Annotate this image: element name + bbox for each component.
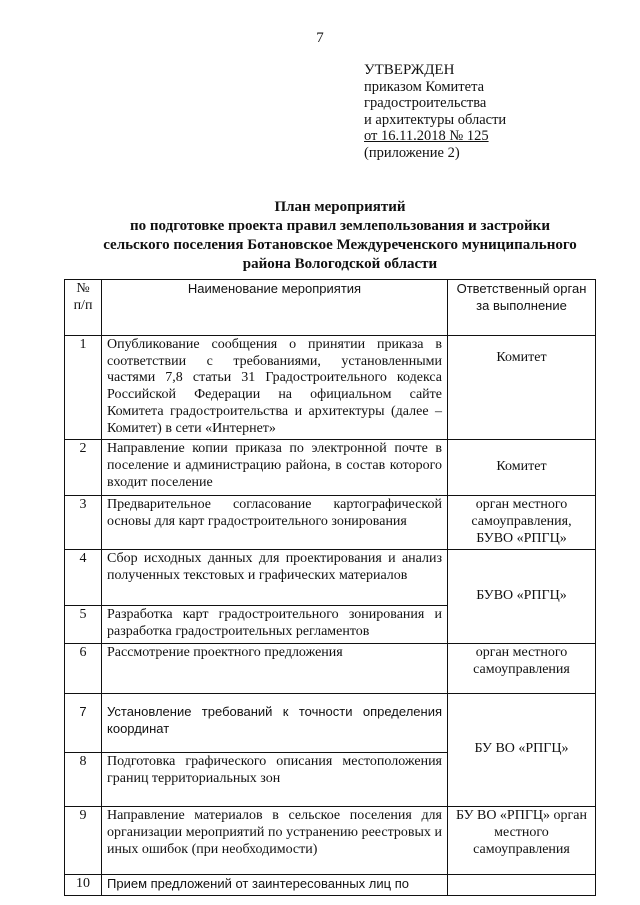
row-num: 2 <box>65 440 102 496</box>
row-num: 5 <box>65 606 102 644</box>
table-row <box>65 644 596 694</box>
page-number: 7 <box>316 30 324 46</box>
row-resp: Комитет <box>448 440 596 496</box>
row-name: Опубликование сообщения о принятии приказа в соответствии с требованиями, установленными частями 7,8 статьи 31 Градостроительного кодекса Российской Федерации на официальном сайте Комитета градостроительства и архитектуры (далее – Комитет) в сети «Интернет» <box>102 336 448 440</box>
approval-line: приказом Комитета <box>364 78 485 95</box>
approval-appendix: (приложение 2) <box>364 144 460 161</box>
row-name: Предварительное согласование картографической основы для карт градостроительного зонирования <box>102 496 448 550</box>
row-num: 4 <box>65 550 102 606</box>
row-resp: БУ ВО «РПГЦ» <box>448 694 596 807</box>
table-row <box>65 875 596 896</box>
header-num: № п/п <box>65 280 102 336</box>
title-line: План мероприятий <box>274 199 406 215</box>
row-resp: БУВО «РПГЦ» <box>448 550 596 644</box>
approval-line: градостроительства <box>364 95 487 112</box>
row-resp <box>448 875 596 896</box>
row-name: Прием предложений от заинтересованных лиц по <box>102 875 448 896</box>
title-line: района Вологодской области <box>242 256 438 272</box>
table-row <box>65 336 596 440</box>
approval-date-number: от 16.11.2018 № 125 <box>364 128 489 145</box>
title-line: сельского поселения Ботановское Междуреченского муниципального <box>103 237 577 253</box>
row-name: Подготовка графического описания местоположения границ территориальных зон <box>102 753 448 807</box>
approval-line: и архитектуры области <box>364 111 507 128</box>
row-name: Разработка карт градостроительного зонирования и разработка градостроительных регламентов <box>102 606 448 644</box>
approval-stamp <box>364 62 506 162</box>
title-line: по подготовке проекта правил землепользования и застройки <box>130 218 550 234</box>
row-num: 1 <box>65 336 102 440</box>
table-row <box>65 694 596 753</box>
table-row <box>65 440 596 496</box>
header-name: Наименование мероприятия <box>102 280 448 336</box>
row-num: 3 <box>65 496 102 550</box>
table-header-row <box>65 280 596 336</box>
row-num: 8 <box>65 753 102 807</box>
row-num: 7 <box>65 694 102 753</box>
table-row <box>65 550 596 606</box>
row-resp: орган местного самоуправления <box>448 644 596 694</box>
table-row <box>65 496 596 550</box>
table-row <box>65 807 596 875</box>
row-name: Направление копии приказа по электронной почте в поселение и администрацию района, в состав которого входит поселение <box>102 440 448 496</box>
document-title <box>60 198 620 274</box>
row-num: 9 <box>65 807 102 875</box>
row-resp: орган местного самоуправления, БУВО «РПГЦ» <box>448 496 596 550</box>
approval-heading: УТВЕРЖДЕН <box>364 62 455 78</box>
row-name: Рассмотрение проектного предложения <box>102 644 448 694</box>
row-num: 10 <box>65 875 102 896</box>
row-name: Сбор исходных данных для проектирования и анализ полученных текстовых и графических материалов <box>102 550 448 606</box>
row-name: Направление материалов в сельское поселения для организации мероприятий по устранению реестровых и иных ошибок (при необходимости) <box>102 807 448 875</box>
header-resp: Ответственный орган за выполнение <box>448 280 596 336</box>
measures-table <box>64 279 596 896</box>
row-name: Установление требований к точности определения координат <box>102 694 448 753</box>
row-resp: Комитет <box>448 336 596 440</box>
row-resp: БУ ВО «РПГЦ» орган местного самоуправления <box>448 807 596 875</box>
row-num: 6 <box>65 644 102 694</box>
